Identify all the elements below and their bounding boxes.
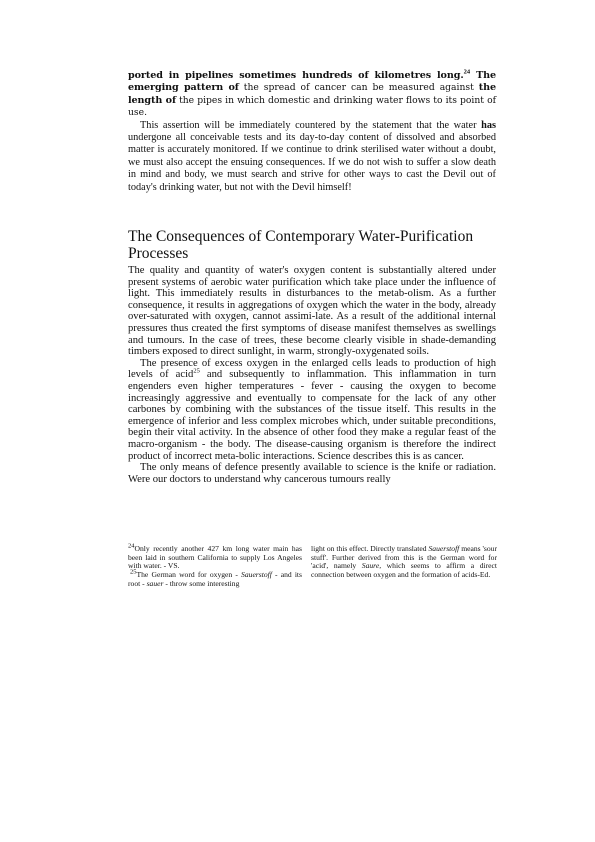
body-text: This assertion will be immediately countered by the statement that the water [140,119,482,131]
bold-phrase: the length of [128,82,496,106]
footnote-25 [128,568,302,588]
italic-term: sauer [146,578,164,588]
italic-term: Sauerstoff [428,544,460,553]
footnote-text: light on this effect. Directly translated [311,544,429,553]
bold-phrase: ported in pipelines sometimes hundreds of kilometres long. [128,70,464,81]
italic-term: Sauerstoff [241,570,272,580]
top-continued-text [128,70,496,194]
footnote-text: The German word for oxygen - [136,570,242,580]
footnotes-left-column [128,542,302,589]
footnotes-right-column [311,545,497,580]
footnote-text: means 'sour stuff'. Further derived from this is the German word for 'acid', namely [311,544,497,571]
italic-term: Saure, [361,561,382,571]
footnote-number: 25 [130,568,137,576]
paragraph-assertion [128,120,496,194]
footnote-text: - and its root - [128,570,302,588]
body-text: undergone all conceivable tests and its day-to-day content of dissolved and absorbed matter is accurately monitored. If we continue to drink sterilised water without a doubt, we must also accept the ensuing consequences. If we do not wish to suffer a slow death in mind and body, we must search and strive for other ways to cast the Devil out of today's drinking water, but not with the Devil himself! [128,132,496,193]
paragraph-1: The quality and quantity of water's oxygen content is substantially altered under present systems of aerobic water purification which take place under the influence of light. This immediately results in disturbances to the metab-olism. As a further consequence, it results in aggregations of oxygen which the water in the body, already over-saturated with oxygen, cannot assimi-late. As a result of the additional internal pressures thus created the first symptoms of disease manifest themselves as swellings and tumours. In the case of trees, these become clearly visible in shade-demanding timbers exposed to direct sunlight, in warm, strongly-oxygenated soils. [128,265,496,358]
paragraph-2 [128,358,496,462]
footnote-24 [128,542,302,571]
paragraph-pipelines [128,70,496,120]
body-text: the spread of cancer can be measured against [238,82,479,94]
bold-word: has [481,119,496,131]
section-body [128,265,496,485]
body-text: The presence of excess oxygen in the enlarged cells leads to production of high levels of acid [128,357,496,381]
body-text: the pipes in which domestic and drinking water flows to its point of use. [128,94,497,119]
footnote-ref-25[interactable]: 25 [193,367,200,375]
bold-phrase: The emerging pattern of [128,70,496,94]
footnote-ref-24[interactable]: 24 [463,68,471,76]
paragraph-3: The only means of defence presently available to science is the knife or radiation. Were our doctors to understand why cancerous tumours really [128,462,496,485]
footnote-25-continued [311,545,497,580]
section-heading: The Consequences of Contemporary Water-Purification Processes [128,228,474,262]
footnote-number: 24 [128,542,135,550]
footnote-text: which seems to affirm a direct connection between oxygen and the formation of acids-Ed. [311,561,497,580]
footnote-text: - throw some interesting [163,578,240,588]
body-text: and subsequently to inflammation. This inflammation in turn engenders even higher temperatures - fever - causing the oxygen to become increasingly aggressive and eventually to compensate for the lack of any other carbones by combining with the substances of the tissue itself. This results in the emergence of inferior and less complex microbes which, under suitable preconditions, begin their vital activity. In the absence of other food they make a regular feast of the macro-organism - the body. The disease-causing organism is therefore the indirect product of incorrect meta-bolic interactions. Science describes this is as cancer. [128,369,496,462]
footnote-text: Only recently another 427 km long water main has been laid in southern California to supply Los Angeles with water. - VS. [128,544,302,571]
